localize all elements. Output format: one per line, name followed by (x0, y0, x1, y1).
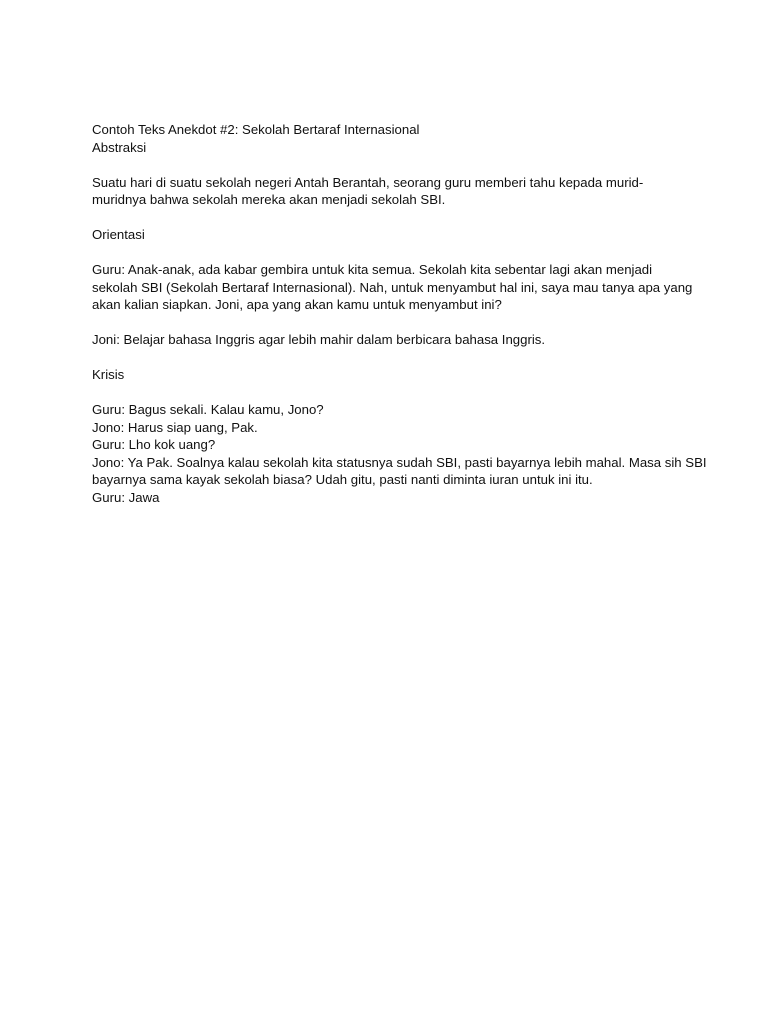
abstraksi-line: muridnya bahwa sekolah mereka akan menjadi sekolah SBI. (92, 192, 446, 207)
krisis-line: Jono: Harus siap uang, Pak. (92, 419, 258, 435)
orientasi-line: sekolah SBI (Sekolah Bertaraf Internasional). Nah, untuk menyambut hal ini, saya mau tanya apa yang (92, 279, 693, 295)
paragraph-gap (92, 209, 692, 227)
krisis-line: Guru: Lho kok uang? (92, 437, 216, 452)
paragraph-gap (92, 384, 692, 402)
document-title: Contoh Teks Anekdot #2: Sekolah Bertaraf Internasional (92, 122, 420, 137)
joni-dialogue-line: Joni: Belajar bahasa Inggris agar lebih mahir dalam berbicara bahasa Inggris. (92, 332, 546, 347)
abstraksi-line: Suatu hari di suatu sekolah negeri Antah Berantah, seorang guru memberi tahu kepada murid- (92, 174, 644, 190)
orientasi-line: akan kalian siapkan. Joni, apa yang akan kamu untuk menyambut ini? (92, 297, 502, 312)
section-heading-orientasi: Orientasi (92, 227, 145, 242)
krisis-line: Guru: Bagus sekali. Kalau kamu, Jono? (92, 402, 324, 417)
orientasi-line: Guru: Anak-anak, ada kabar gembira untuk kita semua. Sekolah kita sebentar lagi akan menjadi (92, 262, 653, 277)
paragraph-gap (92, 156, 692, 174)
section-heading-krisis: Krisis (92, 367, 125, 382)
section-heading-abstraksi: Abstraksi (92, 139, 147, 155)
paragraph-gap (92, 349, 692, 367)
document-body (92, 121, 707, 506)
paragraph-gap (92, 244, 692, 262)
krisis-line: Guru: Jawa (92, 489, 160, 505)
krisis-line: Jono: Ya Pak. Soalnya kalau sekolah kita statusnya sudah SBI, pasti bayarnya lebih mahal. Masa sih SBI (92, 454, 707, 470)
paragraph-gap (92, 314, 692, 332)
krisis-line: bayarnya sama kayak sekolah biasa? Udah gitu, pasti nanti diminta iuran untuk ini itu. (92, 472, 593, 487)
